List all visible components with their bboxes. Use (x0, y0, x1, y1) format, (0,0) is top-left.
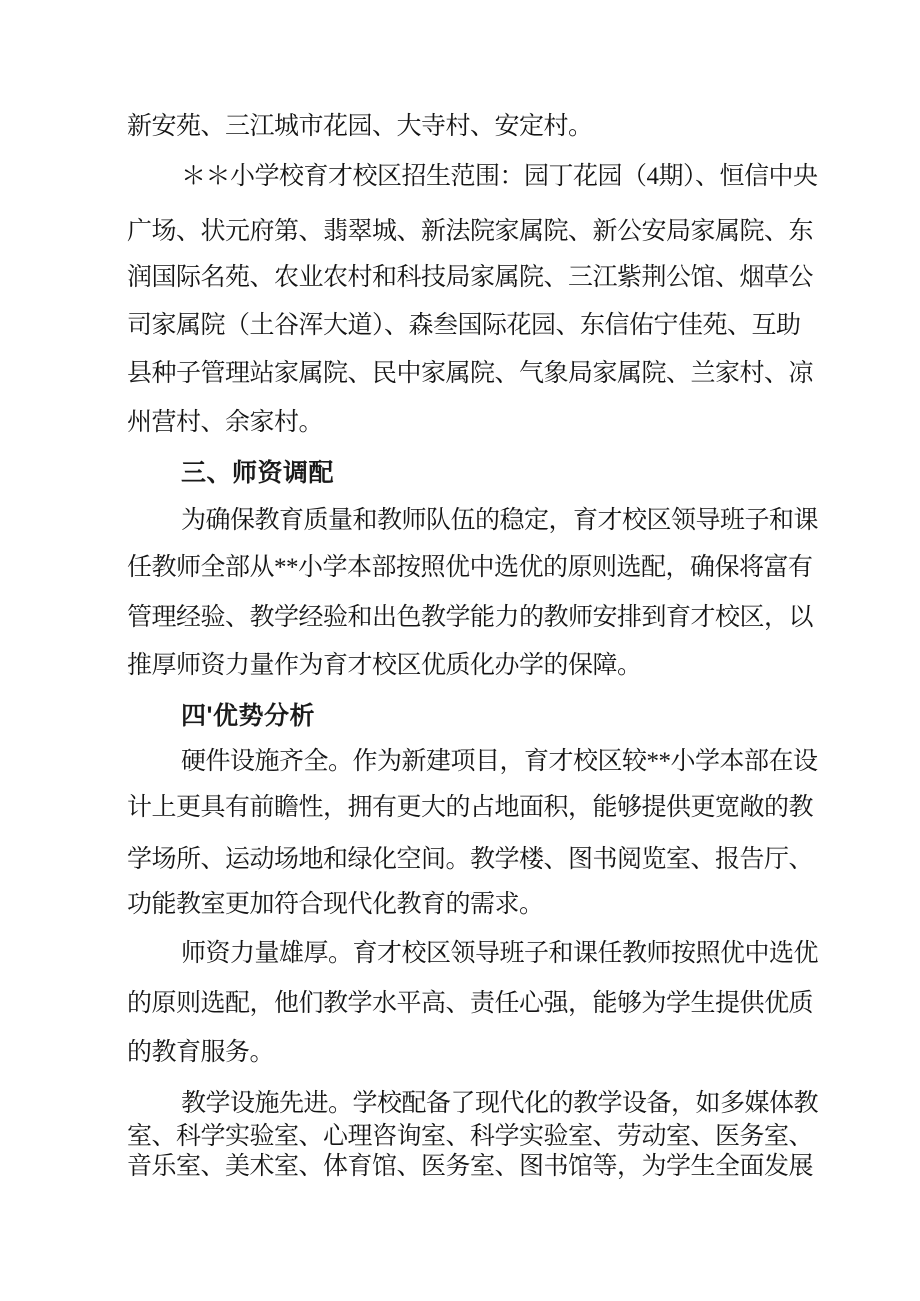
text-line: 教学设施先进。学校配备了现代化的教学设备，如多媒体教 (181, 1090, 819, 1117)
section-heading-4: 四'优势分析 (181, 702, 315, 730)
text-line: 州营村、余家村。 (127, 409, 324, 436)
text-line: 功能教室更加符合现代化教育的需求。 (127, 891, 544, 918)
text-line: 的教育服务。 (127, 1039, 275, 1066)
text-line: 新安苑、三江城市花园、大寺村、安定村。 (127, 113, 593, 140)
text-line: 室、科学实验室、心理咨询室、科学实验室、劳动室、医务室、 (127, 1123, 814, 1150)
text-line: 任教师全部从**小学本部按照优中选优的原则选配，确保将富有 (127, 554, 813, 581)
text-line: 音乐室、美术室、体育馆、医务室、图书馆等，为学生全面发展 (127, 1153, 814, 1180)
text-line: 广场、状元府第、翡翠城、新法院家属院、新公安局家属院、东 (127, 218, 814, 245)
text-line: 为确保教育质量和教师队伍的稳定，育才校区领导班子和课 (181, 507, 819, 534)
text-line: ＊＊小学校育才校区招生范围：园丁花园（4期）、恒信中央 (181, 163, 818, 190)
text-line: 师资力量雄厚。育才校区领导班子和课任教师按照优中选优 (181, 940, 819, 967)
text-line: 推厚师资力量作为育才校区优质化办学的保障。 (127, 652, 642, 679)
text-line: 计上更具有前瞻性，拥有更大的占地面积，能够提供更宽敞的教 (127, 794, 814, 821)
text-line: 司家属院（土谷浑大道）、森叁国际花园、东信佑宁佳苑、互助 (127, 312, 801, 339)
section-heading-3: 三、师资调配 (181, 459, 335, 487)
text-line: 硬件设施齐全。作为新建项目，育才校区较**小学本部在设 (181, 748, 818, 775)
text-line: 的原则选配，他们教学水平高、责任心强，能够为学生提供优质 (127, 990, 814, 1017)
text-line: 学场所、运动场地和绿化空间。教学楼、图书阅览室、报告厅、 (127, 846, 814, 873)
text-line: 管理经验、教学经验和出色教学能力的教师安排到育才校区，以 (127, 604, 814, 631)
text-line: 县种子管理站家属院、民中家属院、气象局家属院、兰家村、凉 (127, 360, 814, 387)
text-line: 润国际名苑、农业农村和科技局家属院、三江紫荆公馆、烟草公 (127, 264, 814, 291)
